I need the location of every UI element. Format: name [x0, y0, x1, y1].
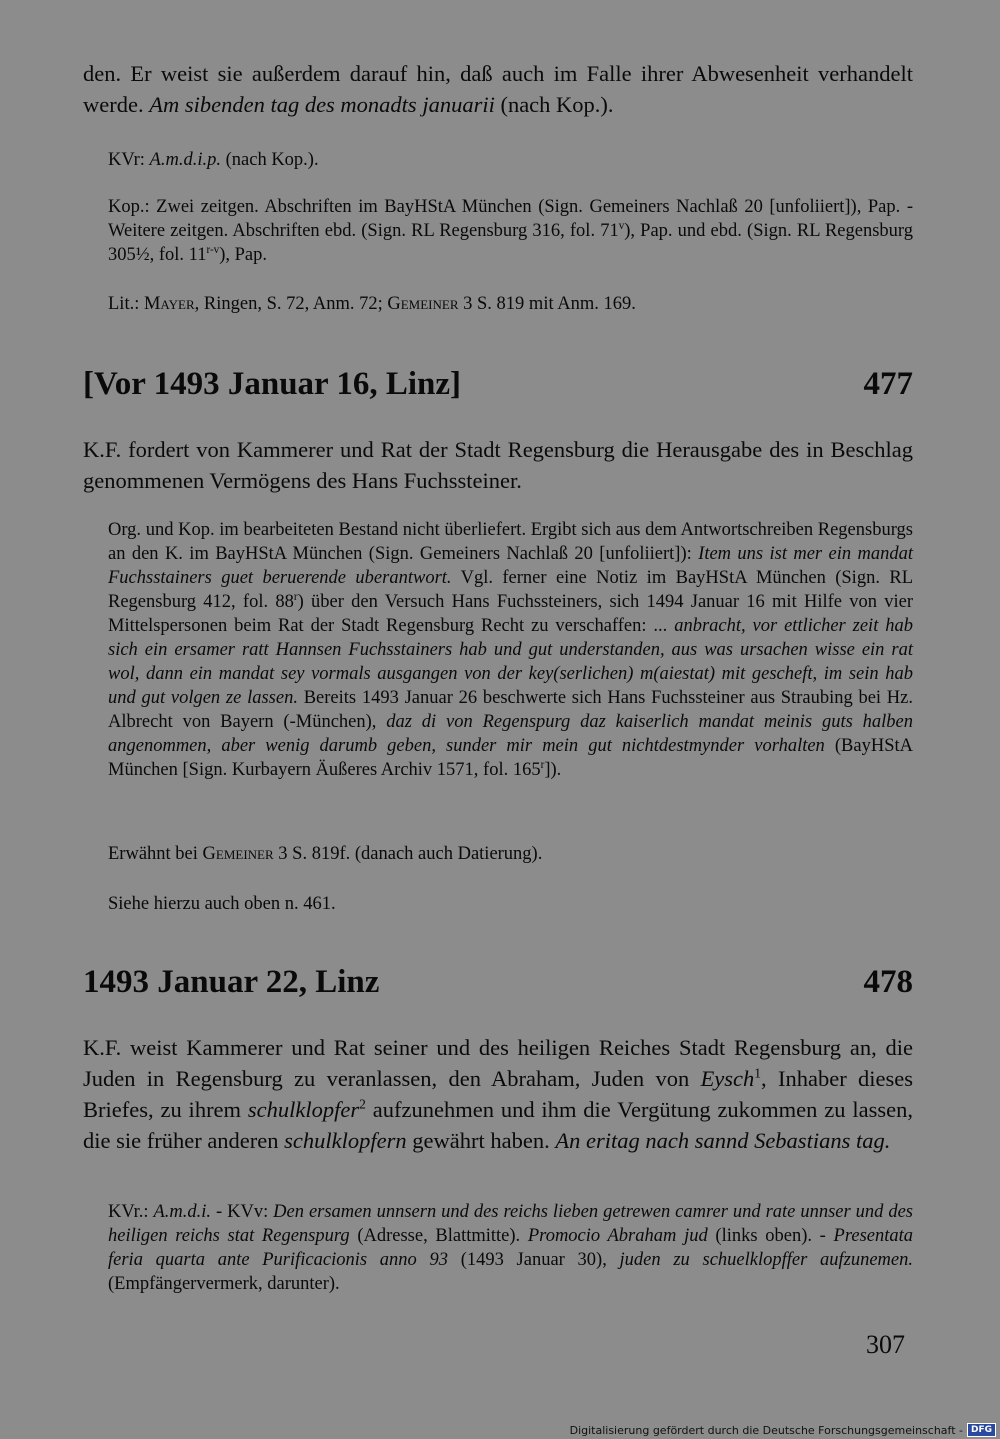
- entry-478-kvr-note: KVr.: A.m.d.i. - KVv: Den ersamen unnsern und des reichs lieben getrewen camrer und rate unnser und des heiligen reichs stat Regenspurg (Adresse, Blattmitte). Promocio Abraham jud (links oben). - Presentata feria quarta ante Purificacionis anno 93 (1493 Januar 30), juden zu schuelklopffer aufzunemen. (Empfängervermerk, darunter).: [108, 1202, 914, 1294]
- entry-478-date: 1493 Januar 22, Linz: [83, 964, 380, 1000]
- kvr-note: KVr: A.m.d.i.p. (nach Kop.).: [108, 150, 319, 170]
- entry-477-summary: K.F. fordert von Kammerer und Rat der Stadt Regensburg die Herausgabe des in Beschlag genommenen Vermögens des Hans Fuchssteiner.: [83, 437, 913, 493]
- entry-477-heading: [83, 364, 913, 404]
- entry-478-summary: K.F. weist Kammerer und Rat seiner und des heiligen Reiches Stadt Regensburg an, die Juden in Regensburg zu veranlassen, den Abraham, Juden von Eysch$^1$, Inhaber dieses Briefes, zu ihrem schulklopfer$^2$ aufzunehmen und ihm die Vergütung zukommen zu lassen, die sie früher anderen schulklopfern gewährt haben. An eritag nach sannd Sebastians tag.: [83, 1035, 913, 1153]
- entry-477-number: 477: [863, 366, 913, 402]
- kop-note: Kop.: Zwei zeitgen. Abschriften im BayHStA München (Sign. Gemeiners Nachlaß 20 [unfoliiert]), Pap. - Weitere zeitgen. Abschriften ebd. (Sign. RL Regensburg 316, fol. 71$^v$), Pap. und ebd. (Sign. RL Regensburg 305½, fol. 11$^{r-v}$), Pap.: [108, 197, 914, 265]
- footer-text: Digitalisierung gefördert durch die Deutsche Forschungsgemeinschaft -: [569, 1423, 963, 1437]
- entry-478-number: 478: [863, 964, 913, 1000]
- dfg-logo-icon: DFG: [967, 1423, 996, 1437]
- funding-footer: [570, 1423, 996, 1437]
- entry-477-siehe: Siehe hierzu auch oben n. 461.: [108, 894, 336, 914]
- intro-paragraph: den. Er weist sie außerdem darauf hin, daß auch im Falle ihrer Abwesenheit verhandelt werde. Am sibenden tag des monadts januarii (nach Kop.).: [83, 61, 913, 117]
- entry-478-heading: [83, 962, 913, 1002]
- entry-477-erwaehnt: Erwähnt bei Gemeiner 3 S. 819f. (danach auch Datierung).: [108, 844, 543, 864]
- entry-477-org-note: Org. und Kop. im bearbeiteten Bestand nicht überliefert. Ergibt sich aus dem Antwortschreiben Regensburgs an den K. im BayHStA München (Sign. Gemeiners Nachlaß 20 [unfoliiert]): Item uns ist mer ein mandat Fuchsstainers guet beruerende uberantwort. Vgl. ferner eine Notiz im BayHStA München (Sign. RL Regensburg 412, fol. 88$^r$) über den Versuch Hans Fuchssteiners, sich 1494 Januar 16 mit Hilfe von vier Mittelspersonen beim Rat der Stadt Regensburg Recht zu verschaffen: ... anbracht, vor ettlicher zeit hab sich ein ersamer ratt Hannsen Fuchsstainers hab und gut understanden, aus was ursachen wisse ein rat wol, dann ein mandat sey vormals ausgangen von der key(serlichen) m(aiestat) mit gescheft, im sein hab und gut volgen ze lassen. Bereits 1493 Januar 26 beschwerte sich Hans Fuchssteiner aus Straubing bei Hz. Albrecht von Bayern (-München), daz di von Regenspurg daz kaiserlich mandat meinis guts halben angenommen, aber wenig darumb geben, sunder mir mein gut nichtdestmynder vorhalten (BayHStA München [Sign. Kurbayern Äußeres Archiv 1571, fol. 165$^r$]).: [108, 520, 913, 780]
- lit-note: Lit.: Mayer, Ringen, S. 72, Anm. 72; Gemeiner 3 S. 819 mit Anm. 169.: [108, 294, 636, 314]
- entry-477-date: [Vor 1493 Januar 16, Linz]: [83, 366, 462, 402]
- page-number: 307: [866, 1330, 905, 1359]
